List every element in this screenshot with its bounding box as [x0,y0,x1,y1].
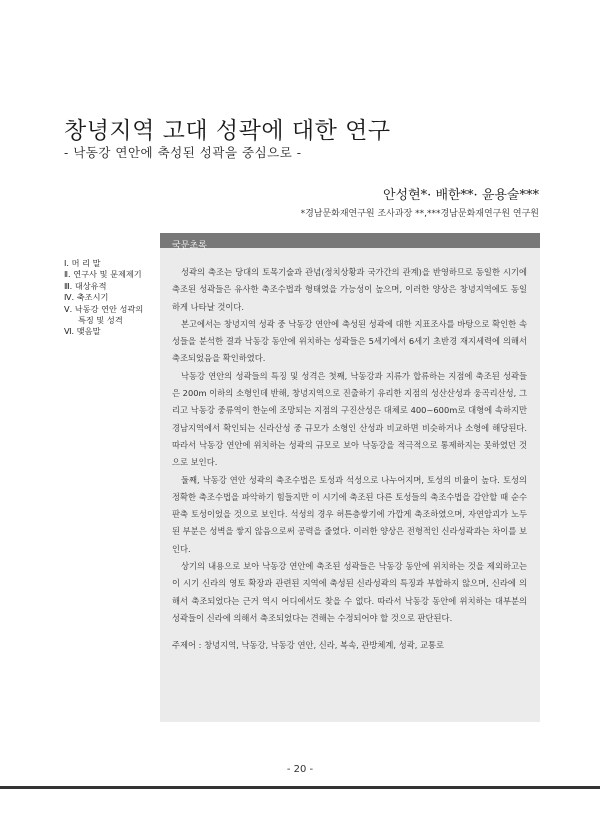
abstract-paragraph: 성곽의 축조는 당대의 토목기술과 관념(정치상황과 국가간의 관계)을 반영하므로 동일한 시기에 축조된 성곽들은 유사한 축조수법과 형태였을 가능성이 높으며, 이러한 양상은 창녕지역에도 동일하게 나타날 것이다. [172,267,527,312]
abstract-header [160,233,540,251]
toc-item: Ⅵ. 맺음말 [64,326,101,337]
abstract-heading: 국문초록 [172,241,207,251]
abstract-keywords: 주제어 : 창녕지역, 낙동강, 낙동강 연안, 신라, 복속, 관방체계, 성곽, 교통로 [172,640,445,651]
abstract-box [160,233,540,722]
table-of-contents [64,258,160,338]
toc-item: Ⅴ. 낙동강 연안 성곽의 [64,303,144,314]
page-number: - 20 - [286,764,314,775]
abstract-paragraph: 낙동강 연안의 성곽들의 특징 및 성격은 첫째, 낙동강과 지류가 합류하는 지점에 축조된 성곽들은 200m 이하의 소형인데 반해, 창녕지역으로 진출하기 유리한 지점의 성산산성과 웅곡리산성, 그리고 낙동강 중류역이 한눈에 조망되는 지점의 구진산성은 대체로 400~600m로 대형에 속하지만 경남지역에서 확인되는 신라산성 중 규모가 소형인 산성과 비교하면 비슷하거나 소형에 해당된다. 따라서 낙동강 연안에 위치하는 성곽의 규모로 보아 낙동강을 적극적으로 통제하지는 못하였던 것으로 보인다. [172,370,527,468]
toc-item: Ⅲ. 대상유적 [64,280,107,291]
paper-subtitle: - 낙동강 연안에 축성된 성곽을 중심으로 - [64,145,302,160]
toc-item: Ⅰ. 머 리 말 [64,258,101,268]
footer-rule [0,786,600,789]
author-affiliation: *경남문화재연구원 조사과장 **,***경남문화재연구원 연구원 [300,209,539,219]
paper-title: 창녕지역 고대 성곽에 대한 연구 [64,118,391,144]
toc-item: Ⅳ. 축조시기 [64,292,109,303]
abstract-paragraph: 상기의 내용으로 보아 낙동강 연안에 축조된 성곽들은 낙동강 동안에 위치하는 것을 제외하고는 이 시기 신라의 영토 확장과 관련된 지역에 축성된 신라성곽의 특징과 부합하지 않으며, 신라에 의해서 축조되었다는 근거 역시 어디에서도 찾을 수 없다. 따라서 낙동강 동안에 위치하는 대부분의 성곽들이 신라에 의해서 축조되었다는 견해는 수정되어야 할 것으로 판단된다. [172,561,527,623]
abstract-paragraph: 본고에서는 창녕지역 성곽 중 낙동강 연안에 축성된 성곽에 대한 지표조사를 바탕으로 확인한 속성들을 분석한 결과 낙동강 동안에 위치하는 성곽들은 5세기에서 6세기 초반경 재지세력에 의해서 축조되었음을 확인하였다. [172,318,527,364]
author-list: 안성현*· 배한**· 윤용술*** [383,188,539,203]
abstract-paragraph: 둘째, 낙동강 연안 성곽의 축조수법은 토성과 석성으로 나누어지며, 토성의 비율이 높다. 토성의 정확한 축조수법을 파악하기 힘들지만 이 시기에 축조된 다른 토성들의 축조수법을 감안할 때 순수판축 토성이었을 것으로 보인다. 석성의 경우 허튼층쌓기에 가깝게 축조하였으며, 자연암괴가 노두된 부분은 성벽을 쌓지 않음으로써 공력을 줄였다. 이러한 양상은 전형적인 신라성곽과는 차이를 보인다. [172,474,527,554]
abstract-body [160,248,540,627]
toc-item: Ⅱ. 연구사 및 문제제기 [64,269,142,280]
toc-item: 특징 및 성격 [78,315,123,326]
